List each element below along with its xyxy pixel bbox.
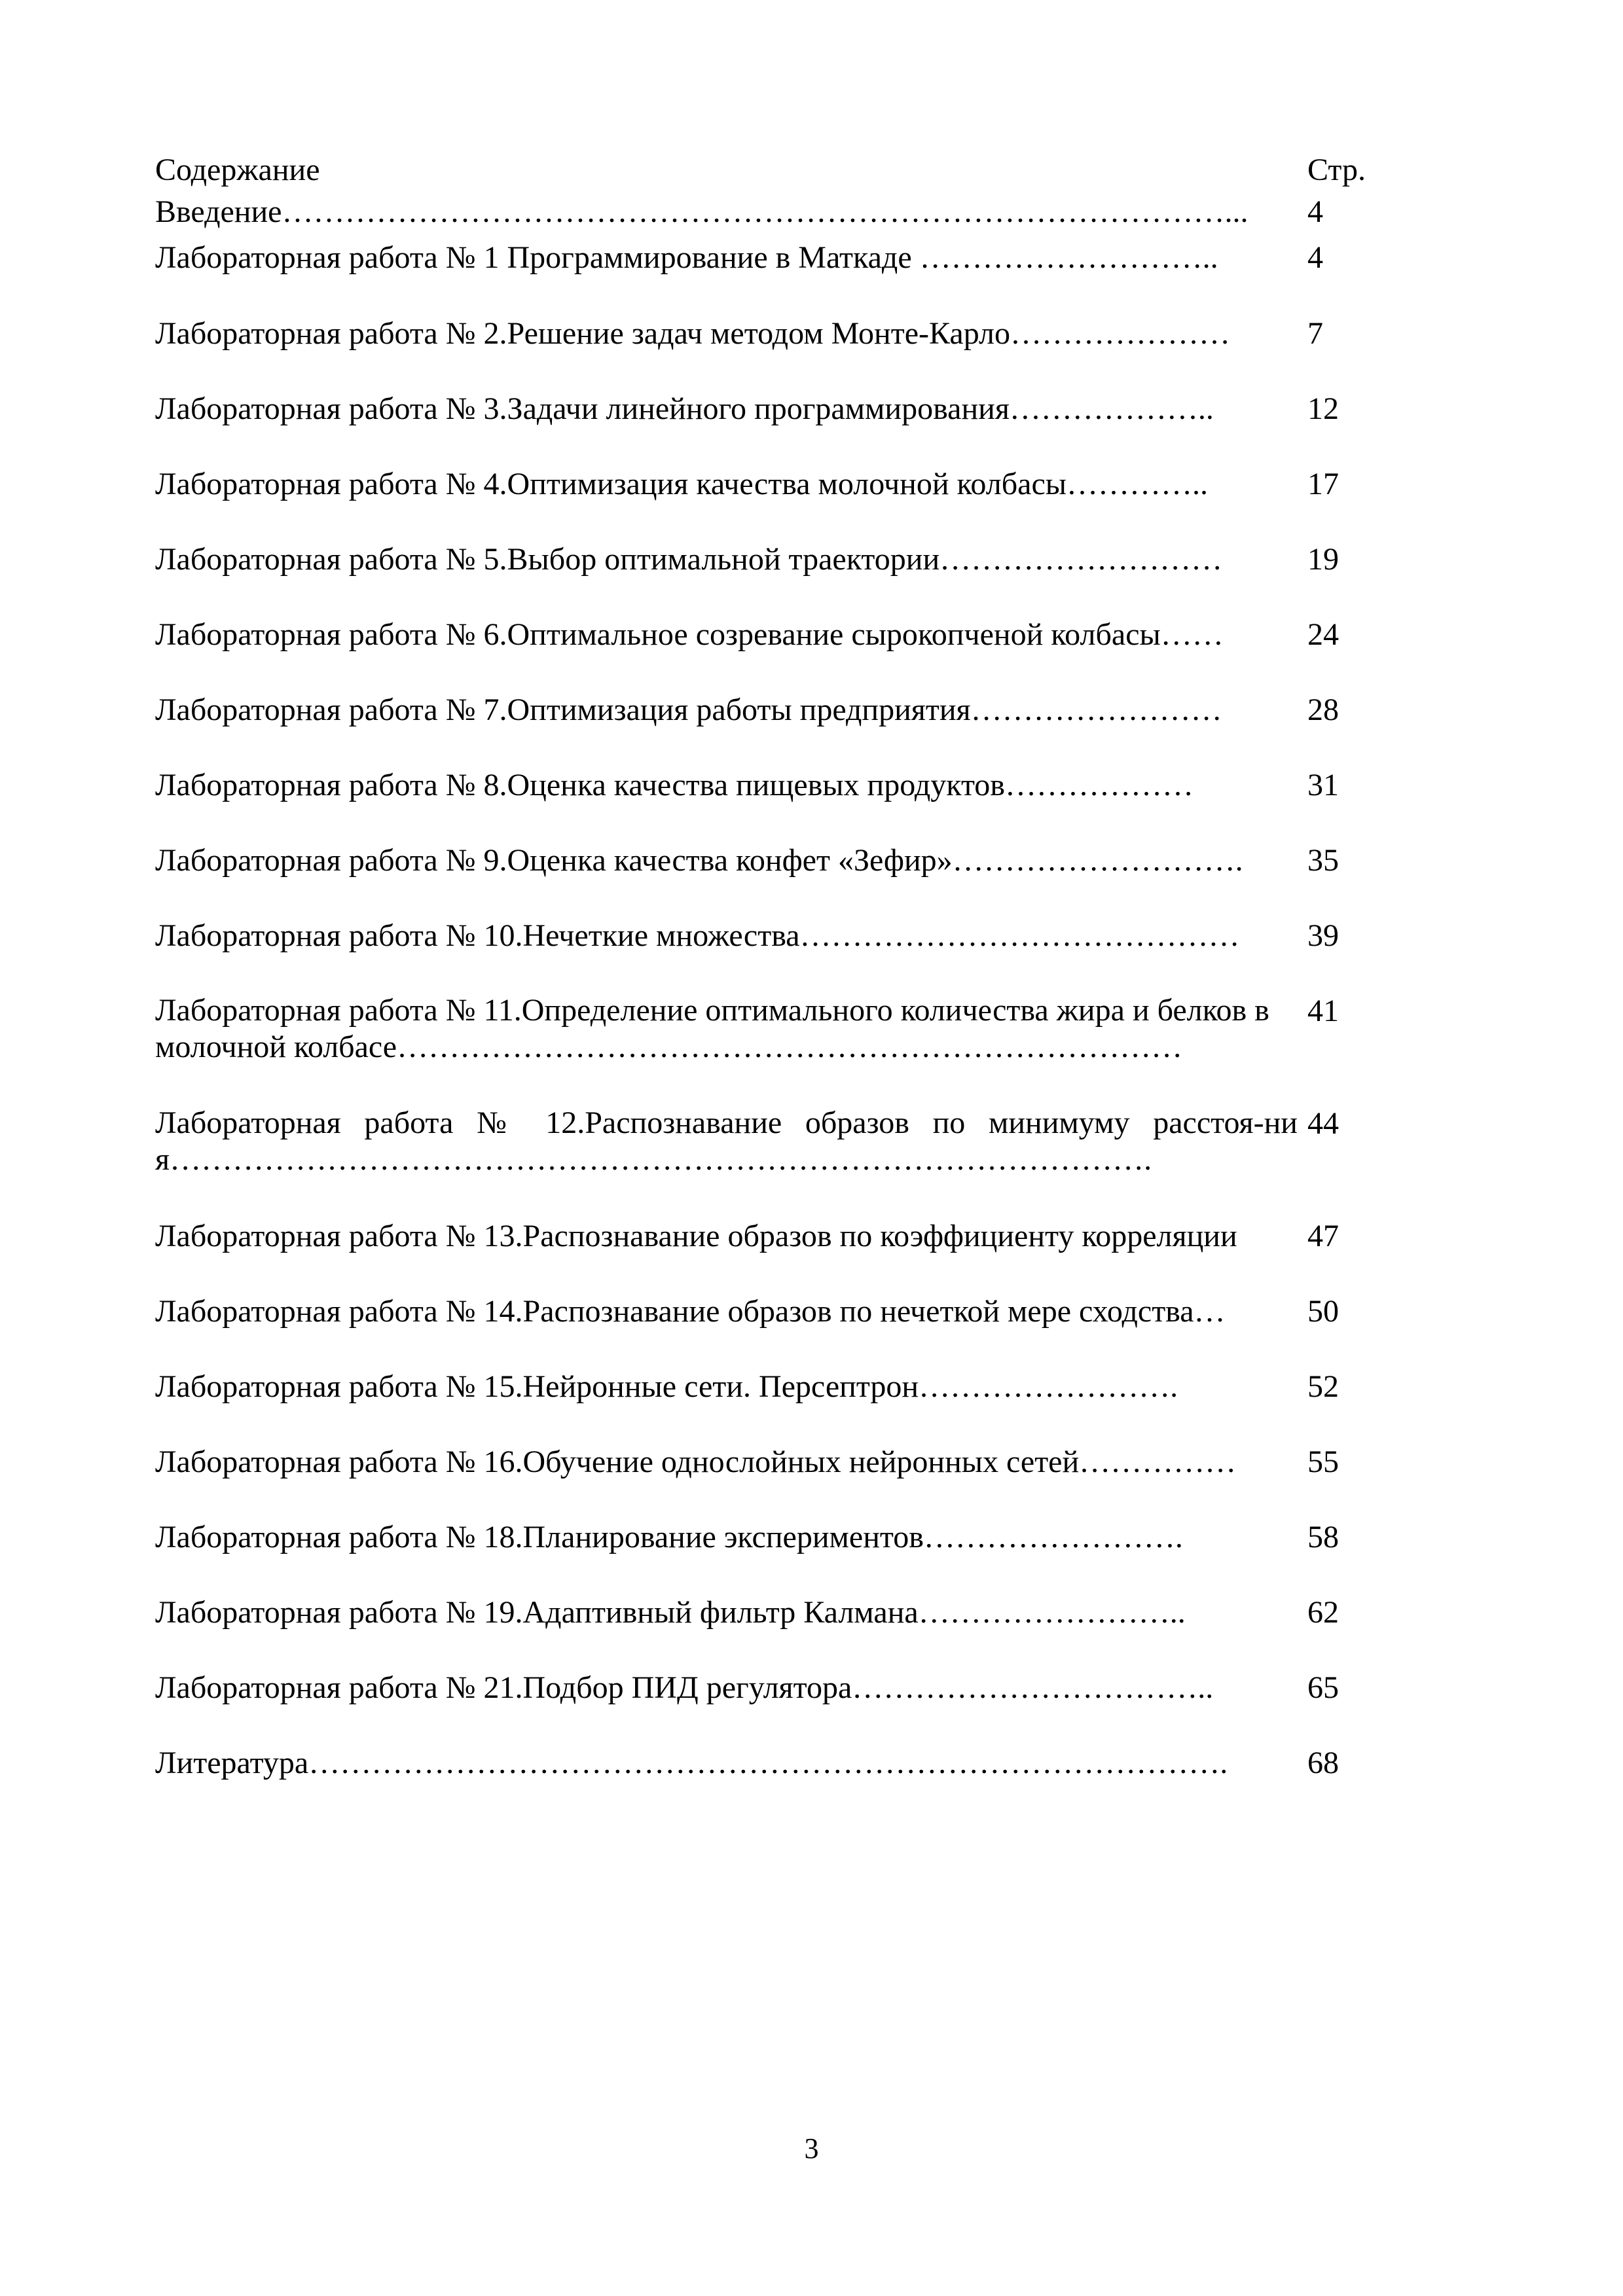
toc-entry-introduction [155,193,1399,231]
toc-entry-lab-18 [155,1518,1399,1556]
toc-entry-page: 68 [1307,1746,1339,1780]
toc-entry-page: 50 [1307,1294,1339,1329]
toc-entry-text: Лабораторная работа № 8.Оценка качества пищевых продуктов……………… [155,768,1194,802]
toc-entry-lab-12 [155,1105,1399,1178]
toc-entry-page: 62 [1307,1595,1339,1630]
toc-entry-lab-1 [155,239,1399,277]
toc-entry-page: 4 [1307,194,1323,229]
toc-entry-text: Лабораторная работа № 18.Планирование экспериментов……………………. [155,1520,1183,1554]
toc-entry-text: Лабораторная работа № 9.Оценка качества конфет «Зефир»………………………. [155,843,1243,878]
toc-header [155,151,1399,190]
toc-entry-page: 12 [1307,391,1339,426]
toc-entry-literature [155,1744,1399,1782]
toc-page-column-label: Стр. [1307,152,1366,187]
toc-entry-text: Лабораторная работа № 21.Подбор ПИД регулятора…………………………….. [155,1670,1214,1705]
toc-entry-text: Лабораторная работа № 4.Оптимизация качества молочной колбасы………….. [155,467,1208,501]
toc-entry-lab-3 [155,390,1399,428]
toc-entry-text: Лабораторная работа № 16.Обучение однослойных нейронных сетей…………… [155,1444,1237,1479]
toc-entry-text: Лабораторная работа № 11.Определение оптимального количества жира и белков в молочной колбасе………………………………………………………………… [155,993,1269,1064]
toc-entry-text: Лабораторная работа № 7.Оптимизация работы предприятия…………………… [155,692,1222,727]
toc-entry-page: 17 [1307,467,1339,501]
toc-entry-text: Лабораторная работа № 3.Задачи линейного программирования……………….. [155,391,1214,426]
toc-entry-lab-9 [155,842,1399,880]
toc-entry-lab-15 [155,1368,1399,1406]
toc-entry-page: 58 [1307,1520,1339,1554]
toc-entry-lab-6 [155,616,1399,654]
toc-entry-page: 28 [1307,692,1339,727]
toc-entry-text: Лабораторная работа № 2.Решение задач методом Монте-Карло………………… [155,316,1231,351]
toc-entry-lab-4 [155,465,1399,503]
toc-entry-text: Литература……………………………………………………………………………. [155,1746,1228,1780]
toc-entry-page: 24 [1307,617,1339,652]
toc-entry-text: Лабораторная работа № 10.Нечеткие множества…………………………………… [155,918,1240,953]
toc-entry-lab-11 [155,992,1399,1066]
toc-entry-lab-10 [155,917,1399,955]
toc-entry-lab-7 [155,691,1399,729]
toc-entry-page: 55 [1307,1444,1339,1479]
toc-entry-text: Лабораторная работа № 5.Выбор оптимальной траектории……………………… [155,542,1223,577]
table-of-contents [155,151,1399,1782]
toc-entry-lab-14 [155,1293,1399,1331]
toc-entry-text: Лабораторная работа № 14.Распознавание образов по нечеткой мере сходства… [155,1294,1226,1329]
toc-entry-page: 31 [1307,768,1339,802]
toc-entry-page: 35 [1307,843,1339,878]
toc-entry-page: 4 [1307,240,1323,275]
toc-entry-lab-16 [155,1443,1399,1481]
toc-entry-text: Лабораторная работа № 13.Распознавание образов по коэффициенту корреляции [155,1219,1237,1253]
page-number: 3 [804,2132,819,2164]
toc-entry-lab-21 [155,1669,1399,1707]
toc-entry-page: 39 [1307,918,1339,953]
toc-entry-page: 44 [1307,1106,1339,1141]
toc-entry-page: 19 [1307,542,1339,577]
toc-entry-lab-8 [155,766,1399,804]
toc-entry-lab-2 [155,315,1399,353]
toc-entry-page: 52 [1307,1369,1339,1404]
toc-entry-page: 47 [1307,1219,1339,1253]
toc-entry-text: Лабораторная работа № 15.Нейронные сети. Персептрон……………………. [155,1369,1178,1404]
toc-title: Содержание [155,152,320,187]
toc-entry-page: 41 [1307,994,1339,1028]
toc-entry-text: Лабораторная работа № 1 Программирование в Маткаде ……………………….. [155,240,1218,275]
toc-entry-text: Введение………………………………………………………………………………... [155,194,1249,229]
toc-entry-lab-19 [155,1594,1399,1632]
toc-entry-text: Лабораторная работа № 19.Адаптивный фильтр Калмана…………………….. [155,1595,1186,1630]
toc-entry-text: Лабораторная работа № 6.Оптимальное созревание сырокопченой колбасы…… [155,617,1224,652]
toc-entry-page: 65 [1307,1670,1339,1705]
toc-entry-lab-13 [155,1217,1399,1255]
toc-entry-page: 7 [1307,316,1323,351]
toc-entry-lab-5 [155,541,1399,579]
toc-entry-text: Лабораторная работа № 12.Распознавание образов по минимуму расстоя-ния…………………………………………………………………………………. [155,1105,1298,1177]
